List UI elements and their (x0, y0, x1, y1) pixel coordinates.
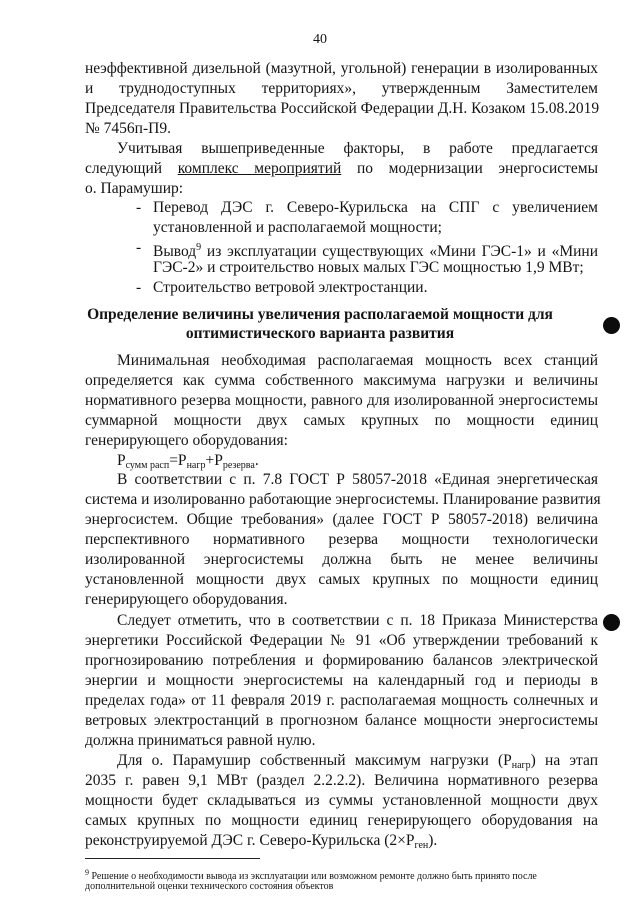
bullet-dash-2: - (136, 239, 142, 256)
para2-line-5: генерирующего оборудования: (85, 432, 288, 449)
para3-line-5: изолированной энергосистемы должна быть не менее величины (85, 551, 598, 568)
para5-line-5: реконструируемой ДЭС г. Северо-Курильска $(2\times P_{ген})$. (85, 832, 438, 851)
footnote-reference: 9 (196, 242, 202, 253)
margin-dot-2 (603, 614, 620, 631)
formula: $P_{сумм расп}=P_{нагр}+P_{резерва}$. (117, 452, 259, 471)
para1-line-2-start: следующий (85, 160, 178, 177)
intro-line-2: и труднодоступных территориях», утвержденным Заместителем (85, 80, 598, 97)
para4-line-5: пределах года» от 11 февраля 2019 г. располагаемая мощность солнечных и (85, 692, 598, 709)
generator-subscript: ген (414, 840, 429, 851)
para4-line-2: энергетики Российской Федерации № 91 «Об утверждении требований к (85, 632, 598, 649)
bullet-1-line-1: Перевод ДЭС г. Северо-Курильска на СПГ с увеличением (153, 199, 598, 216)
bullet-2-rest: из эксплуатации существующих «Мини ГЭС-1» и «Мини (201, 243, 598, 260)
footnote-mark: 9 (85, 868, 89, 877)
para3-line-7: генерирующего оборудования. (85, 591, 288, 608)
bullet-2-line-1 (153, 239, 598, 261)
para3-line-6: установленной мощности двух самых крупных по мощности единиц (85, 571, 598, 588)
formula-subscript-reserve: резерва (222, 460, 255, 471)
margin-dot-1 (603, 317, 620, 334)
para4-line-3: прогнозированию потребления и формированию балансов электрической (85, 652, 598, 669)
section-heading-line-2: оптимистического варианта развития (185, 325, 455, 342)
bullet-2-line-2: ГЭС-2» и строительство новых малых ГЭС мощностью 1,9 МВт; (153, 259, 584, 276)
bullet-dash-1: - (136, 199, 142, 216)
para4-line-1: Следует отметить, что в соответствии с п. 18 Приказа Министерства (117, 612, 598, 629)
para1-line-2 (85, 160, 598, 178)
para4-line-6: ветровых электростанций в прогнозном балансе мощности энергосистемы (85, 712, 598, 729)
para1-line-3: о. Парамушир: (85, 180, 184, 197)
formula-subscript-load: нагр (186, 460, 206, 471)
para2-line-1: Минимальная необходимая располагаемая мощность всех станций (117, 352, 598, 369)
footnote-line-2: дополнительной оценки технического состояния объектов (85, 881, 334, 892)
load-subscript: нагр (511, 760, 531, 771)
intro-line-1: неэффективной дизельной (мазутной, угольной) генерации в изолированных (85, 60, 598, 77)
formula-subscript-sum: сумм расп (125, 460, 170, 471)
para3-line-1: В соответствии с п. 7.8 ГОСТ Р 58057-2018 «Единая энергетическая (117, 471, 598, 488)
para5-line-1: Для о. Парамушир собственный максимум нагрузки $(P_{нагр})$ на этап (117, 752, 598, 771)
footnote-line-1: $^9$ Решение о необходимости вывода из эксплуатации или возможном ремонте должно быть принято после (85, 868, 537, 882)
para4-line-4: энергии и мощности энергосистемы на календарный год и периоды в (85, 672, 598, 689)
para1-line-1: Учитывая вышеприведенные факторы, в работе предлагается (117, 140, 598, 157)
bullet-dash-3: - (136, 279, 142, 296)
underlined-phrase: комплекс мероприятий (177, 160, 342, 177)
intro-line-4: № 7456п-П9. (85, 120, 171, 137)
section-heading-line-1: Определение величины увеличения располагаемой мощности для (87, 306, 553, 323)
intro-line-3: Председателя Правительства Российской Федерации Д.Н. Козаком 15.08.2019 (85, 100, 600, 117)
bullet-2-start: Вывод (153, 243, 197, 260)
footnote-rule (85, 858, 260, 859)
para3-line-4: перспективного нормативного резерва мощности технологически (85, 531, 598, 548)
para5-line-4: самых крупных по мощности единиц генерирующего оборудования на (85, 812, 598, 829)
page-number: 40 (313, 32, 327, 47)
para5-line-3: мощности будет складываться из суммы установленной мощности двух (85, 792, 598, 809)
para2-line-3: нормативного резерва мощности, равного для изолированной энергосистемы (85, 392, 598, 409)
para2-line-4: суммарной мощности двух самых крупных по мощности единиц (85, 412, 598, 429)
para3-line-2: система и изолированно работающие энергосистемы. Планирование развития (85, 491, 601, 508)
para2-line-2: определяется как сумма собственного максимума нагрузки и величины (85, 372, 598, 389)
bullet-3-line-1: Строительство ветровой электростанции. (153, 279, 428, 296)
para4-line-7: должна приниматься равной нулю. (85, 732, 316, 749)
para1-line-2-end: по модернизации энергосистемы (341, 160, 599, 177)
para5-line-2: 2035 г. равен 9,1 МВт (раздел 2.2.2.2). Величина нормативного резерва (85, 772, 598, 789)
para3-line-3: энергосистем. Общие требования» (далее ГОСТ Р 58057-2018) величина (85, 511, 598, 528)
bullet-1-line-2: установленной и располагаемой мощности; (153, 219, 442, 236)
